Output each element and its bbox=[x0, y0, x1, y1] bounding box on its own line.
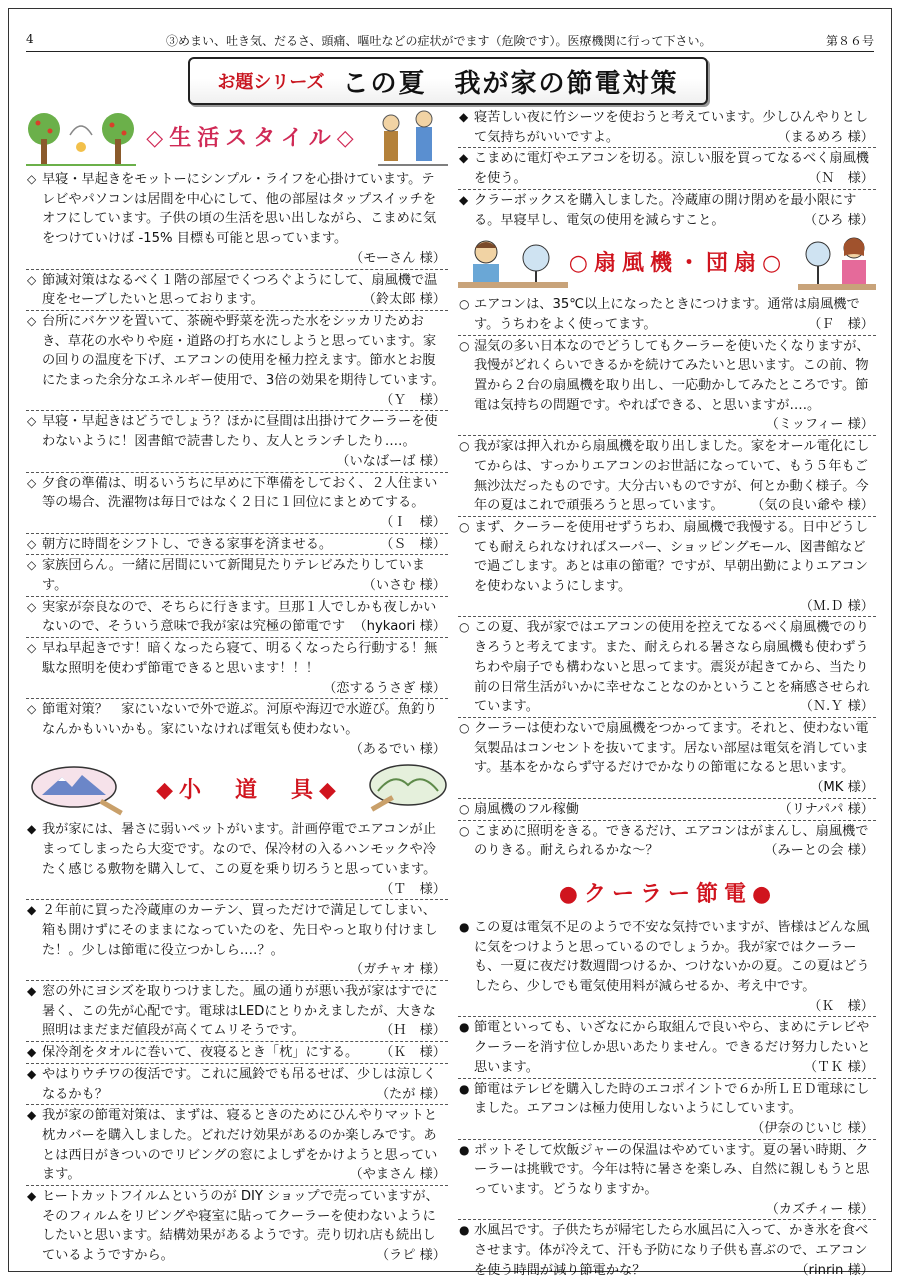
entry-author: （Ｎ.Ｙ 様） bbox=[799, 699, 874, 715]
entry-marker: ● bbox=[459, 1223, 470, 1238]
gadgets-entry bbox=[26, 1105, 448, 1186]
entry-marker: ● bbox=[459, 1142, 470, 1157]
entry-text: こまめに電灯やエアコンを切る。涼しい服を買ってなるべく扇風機を使う。 bbox=[474, 151, 869, 187]
entry-text: 窓の外にヨシズを取りつけました。風の通りが悪い我が家はすでに暑く、この先が心配です。電球はLEDにとりかえましたが、大きな照明はまだまだ値段が高くてムリそうです。 bbox=[42, 984, 438, 1039]
entry-text: 水風呂です。子供たちが帰宅したら水風呂に入って、かき氷を食べさせます。体が冷えて、汗も予防になり子供も喜ぶので、エアコンを使う時間が減り節電かな？ bbox=[474, 1223, 869, 1278]
fans-entry bbox=[458, 436, 876, 517]
woman-with-fan-illustration bbox=[798, 232, 876, 292]
entry-marker: ◆ bbox=[27, 1108, 37, 1123]
entry-author: （いさむ 様） bbox=[362, 578, 446, 594]
lifestyle-entry bbox=[26, 534, 448, 556]
entry-author: （ミッフィー 様） bbox=[765, 417, 874, 433]
entry-marker: ○ bbox=[459, 720, 470, 735]
fans-entry bbox=[458, 517, 876, 618]
lifestyle-entry bbox=[26, 555, 448, 596]
entry-marker: ● bbox=[459, 1020, 470, 1035]
entry-marker: ◆ bbox=[459, 110, 469, 124]
gadgets-entry bbox=[26, 981, 448, 1042]
cooler-entry bbox=[458, 1017, 876, 1078]
entry-marker: ◆ bbox=[27, 984, 37, 999]
entry-text: 家族団らん。一緒に居間にいて新聞見たりテレビみたりしています。 bbox=[42, 558, 425, 594]
entry-text: 寝苦しい夜に竹シーツを使おうと考えています。少しひんやりとして気持ちがいいですよ。 bbox=[474, 110, 869, 145]
page-header bbox=[26, 32, 874, 52]
entry-text: 朝方に時間をシフトし、できる家事を済ませる。 bbox=[42, 536, 333, 552]
entry-marker: ● bbox=[459, 1081, 470, 1096]
cooler-entry bbox=[458, 1140, 876, 1221]
entry-marker: ◆ bbox=[27, 822, 37, 837]
entry-marker: ◇ bbox=[27, 599, 37, 614]
lifestyle-entry bbox=[26, 311, 448, 412]
entry-marker: ◆ bbox=[27, 1045, 37, 1060]
fans-header bbox=[458, 230, 876, 294]
entry-author: （Ｈ 様） bbox=[380, 1023, 446, 1039]
entry-author: （Ｓ 様） bbox=[380, 536, 446, 552]
fans-entry bbox=[458, 617, 876, 718]
entry-author: （リナパパ 様） bbox=[778, 801, 874, 817]
entry-text: ヒートカットフイルムというのが DIY ショップで売っていますが、そのフィルムをリビングや寝室に貼ってクーラーを使わないようにしたいと思います。結構効果があるようです。売り切れ店も続出しているようですから。 bbox=[42, 1189, 439, 1264]
entry-marker: ◇ bbox=[27, 172, 37, 186]
gadgets-entry bbox=[26, 1186, 448, 1266]
title-banner bbox=[188, 57, 708, 105]
entry-text: 夕食の準備は、明るいうちに早めに下準備をしておく、２人住まい等の場合、洗濯物は毎日ではなく２日に１回位にまとめてする。 bbox=[42, 475, 438, 511]
fans-title: ○扇風機・団扇○ bbox=[568, 251, 788, 277]
entry-text: クーラーは使わないで扇風機をつかってます。それと、使わない電気製品はコンセントを抜いてます。居ない部屋は電気を消しています。基本をかならず守るだけでかなりの節電になると思います。 bbox=[474, 720, 869, 776]
cooler-entry bbox=[458, 1079, 876, 1140]
entry-author: （あるでい 様） bbox=[349, 741, 446, 757]
entry-text: 節減対策はなるべく１階の部屋でくつろぐようにして、扇風機で温度をセーブしたいと思っております。 bbox=[42, 272, 438, 308]
entry-author: （Ｎ 様） bbox=[808, 171, 874, 187]
fans-entry bbox=[458, 294, 876, 335]
entry-author: （みーとの会 様） bbox=[764, 843, 874, 859]
entry-marker: ○ bbox=[459, 519, 470, 534]
people-illustration bbox=[378, 107, 448, 169]
lifestyle-entry bbox=[26, 473, 448, 534]
gadgets-title: ◆小 道 具◆ bbox=[156, 778, 342, 804]
entry-author: （気の良い爺や 様） bbox=[751, 498, 874, 514]
cooler-entry bbox=[458, 1220, 876, 1280]
left-column bbox=[26, 107, 448, 1266]
lifestyle-header bbox=[26, 107, 448, 169]
entry-text: ポットそして炊飯ジャーの保温はやめています。夏の暑い時期、クーラーは挑戦です。今年は特に暑さを楽しみ、自然に親しもうと思っています。どうなりますか。 bbox=[474, 1142, 870, 1198]
entry-text: 実家が奈良なので、そちらに行きます。旦那１人でしかも夜しかいないので、そういう意味で我が家は究極の節電です bbox=[42, 599, 437, 635]
entry-text: 節電はテレビを購入した時のエコポイントで６か所ＬＥＤ電球にしました。エアコンは極力使用しないようにしています。 bbox=[474, 1081, 870, 1117]
entry-marker: ◆ bbox=[459, 151, 469, 166]
entry-marker: ○ bbox=[459, 801, 470, 816]
entry-author: （やまさん 様） bbox=[349, 1167, 446, 1183]
entry-text: 湿気の多い日本なのでどうしてもクーラーを使いたくなりますが、我慢がどれくらいできるかを続けてみたいと思います。この前、物置から２台の扇風機を取り出し、一応動かしてみたところです。節電は気持ちの問題です。やればできる、と思いますが‥‥。 bbox=[474, 338, 870, 413]
entry-marker: ◆ bbox=[27, 903, 37, 918]
entry-text: やはりウチワの復活です。これに風鈴でも吊るせば、少しは涼しくなるかも？ bbox=[42, 1066, 437, 1102]
uchiwa-fan-illustration bbox=[28, 765, 128, 817]
entry-author: （Ｔ 様） bbox=[380, 881, 446, 897]
banner-title: この夏 我が家の節電対策 bbox=[342, 68, 679, 99]
entry-marker: ○ bbox=[459, 620, 470, 635]
lifestyle-entry bbox=[26, 699, 448, 759]
entry-marker: ◇ bbox=[27, 414, 37, 429]
cooler-title: ●クーラー節電● bbox=[558, 881, 778, 907]
entry-text: 扇風機のフル稼働 bbox=[474, 801, 579, 817]
entry-marker: ◇ bbox=[27, 536, 37, 551]
entry-author: （伊奈のじいじ 様） bbox=[751, 1120, 874, 1136]
entry-marker: ◆ bbox=[27, 1189, 37, 1204]
person-with-fan-illustration bbox=[458, 234, 568, 292]
gadgets-entry bbox=[26, 1042, 448, 1064]
entry-marker: ◆ bbox=[459, 192, 469, 207]
entry-marker: ◆ bbox=[27, 1066, 37, 1081]
fans-entry bbox=[458, 718, 876, 799]
cooler-entry bbox=[458, 917, 876, 1018]
entry-marker: ○ bbox=[459, 338, 470, 353]
entry-author: （Ｋ 様） bbox=[380, 1045, 446, 1061]
entry-author: （ガチャオ 様） bbox=[349, 962, 446, 978]
gadgets-entry bbox=[458, 148, 876, 189]
entry-text: この夏は電気不足のようで不安な気持でいますが、皆様はどんな風に気をつけようと思っているのでしょうか。我が家ではクーラーも、一夏に夜だけ数週間つけるか、つけないかの夏。この夏はどうしたら、少しでも電気使用料が減らせるか、考え中です。 bbox=[474, 919, 870, 995]
entry-author: （Ｆ 様） bbox=[808, 316, 874, 332]
entry-text: 保冷剤をタオルに巻いて、夜寝るとき「枕」にする。 bbox=[42, 1045, 359, 1061]
entry-author: （恋するうさぎ 様） bbox=[323, 680, 446, 696]
header-rule bbox=[26, 51, 874, 52]
entry-text: 早寝・早起きをモットーにシンプル・ライフを心掛けています。テレビやパソコンは居間を中心にして、他の部屋はタップスイッチをオフにしています。子供の頃の生活を思い出しながら、こまめに気をつけていけば -15% 目標も可能と思っています。 bbox=[42, 172, 437, 247]
entry-marker: ◇ bbox=[27, 475, 37, 490]
entry-text: 節電対策？ 家にいないで外で遊ぶ。河原や海辺で水遊び。魚釣りなんかもいいかも。家にいなければ電気も使わない。 bbox=[42, 702, 438, 737]
entry-text: 早寝・早起きはどうでしょう？ほかに昼間は出掛けてクーラーを使わないように！図書館で読書したり、友人とランチしたり‥‥。 bbox=[42, 414, 438, 450]
entry-author: （モーさん 様） bbox=[350, 250, 446, 266]
entry-text: 台所にバケツを置いて、茶碗や野菜を洗った水をシッカリためおき、草花の水やりや庭・道路の打ち水にしようと思っています。家の回りの温度を下げ、エアコンの使用を極力控えます。節水とお腹にたまった余分なエネルギー使用で、3倍の効果を期待しています。 bbox=[42, 313, 445, 389]
entry-text: まず、クーラーを使用せずうちわ、扇風機で我慢する。日中どうしても耐えられなければスーパー、ショッピングモール、図書館などで過ごします。あとは車の節電？ですが、早朝出勤によりエアコンを使わないようにします。 bbox=[474, 519, 869, 595]
entry-text: クラーボックスを購入しました。冷蔵庫の開け閉めを最小限にする。早寝早し、電気の使用を減らすこと。 bbox=[474, 192, 857, 228]
entry-marker: ○ bbox=[459, 439, 470, 454]
entry-text: 我が家の節電対策は、まずは、寝るときのためにひんやりマットと枕カバーを購入しました。どれだけ効果があるのか楽しみです。あとは西日がきついのでリビングの窓によしずをかけようと思っています。 bbox=[42, 1108, 438, 1183]
entry-text: この夏、我が家ではエアコンの使用を控えてなるべく扇風機でのりきろうと考えてます。また、耐えられる暑さなら扇風機も使わずうちわや扇子でも構わないと思ってます。震災が起きてから、当たり前の日常生活がいかに幸せなことなのかということを痛感させられています。 bbox=[474, 620, 870, 715]
entry-author: （ＴＫ 様） bbox=[803, 1059, 874, 1075]
entry-text: エアコンは、35℃以上になったときにつけます。通常は扇風機です。うちわをよく使ってます。 bbox=[474, 297, 860, 332]
entry-text: 早ね早起きです！暗くなったら寝て、明るくなったら行動する！無駄な照明を使わず節電できると思います！！！ bbox=[42, 641, 438, 676]
entry-marker: ◇ bbox=[27, 313, 37, 328]
entry-author: （ラピ 様） bbox=[375, 1248, 446, 1264]
entry-author: （鈴太郎 様） bbox=[362, 292, 446, 308]
gadgets-entry bbox=[26, 1064, 448, 1105]
entry-marker: ● bbox=[459, 919, 470, 934]
lifestyle-entry bbox=[26, 638, 448, 699]
entry-text: 我が家は押入れから扇風機を取り出しました。家をオール電化にしてからは、すっかりエアコンのお世話になっていて、もう５年もご無沙汰だったものです。大分古いものですが、何とか動く様子。今年の夏はこれで頑張ろうと思っています。 bbox=[474, 439, 870, 514]
entry-author: （MK 様） bbox=[810, 780, 874, 796]
entry-marker: ◇ bbox=[27, 641, 37, 656]
entry-text: ２年前に買った冷蔵庫のカーテン、買っただけで満足してしまい、箱も開けずにそのままになっていたのを、先日やっと取り付けました！。少しは節電に役立つかしら‥‥？。 bbox=[42, 903, 438, 958]
gadgets-entry bbox=[458, 107, 876, 148]
issue-number: 第８６号 bbox=[825, 34, 874, 48]
trees-illustration bbox=[26, 107, 136, 169]
uchiwa-fan-illustration bbox=[364, 763, 448, 817]
entry-author: （カズチィー 様） bbox=[765, 1201, 874, 1217]
entry-author: （ひろ 様） bbox=[803, 212, 874, 228]
entry-author: （いなばーば 様） bbox=[336, 453, 446, 469]
lifestyle-entry bbox=[26, 411, 448, 472]
banner-series: お題シリーズ bbox=[217, 72, 325, 93]
right-column bbox=[458, 107, 876, 1280]
gadgets-entry bbox=[458, 190, 876, 230]
entry-marker: ◇ bbox=[27, 702, 37, 717]
lifestyle-entry bbox=[26, 597, 448, 638]
lifestyle-entry bbox=[26, 169, 448, 270]
entry-author: （Ｉ 様） bbox=[380, 514, 446, 530]
cooler-header bbox=[458, 861, 876, 917]
entry-text: こまめに照明をきる。できるだけ、エアコンはがまんし、扇風機でのりきる。耐えられるかな～？ bbox=[474, 823, 869, 859]
page-number: 4 bbox=[26, 32, 34, 46]
fans-entry bbox=[458, 799, 876, 821]
entry-marker: ◇ bbox=[27, 558, 37, 573]
fans-entry bbox=[458, 821, 876, 861]
entry-text: 我が家には、暑さに弱いペットがいます。計画停電でエアコンが止まってしまったら大変です。なので、保冷材の入るハンモックや冷たく感じる敷物を購入して、この夏を乗り切ろうと思っています。 bbox=[42, 822, 437, 877]
gadgets-entry bbox=[26, 819, 448, 900]
gadgets-header bbox=[26, 759, 448, 819]
entry-marker: ○ bbox=[459, 823, 470, 838]
entry-author: （たが 様） bbox=[375, 1086, 446, 1102]
entry-text: 節電といっても、いざなにから取組んで良いやら、まめにテレビやクーラーを消す位しか思いあたりません。できるだけ努力したいと思います。 bbox=[474, 1020, 871, 1075]
entry-author: （rinrin 様） bbox=[795, 1262, 874, 1278]
entry-marker: ○ bbox=[459, 297, 470, 312]
lifestyle-entry bbox=[26, 270, 448, 311]
entry-author: （Ｙ 様） bbox=[380, 392, 446, 408]
header-note: ③めまい、吐き気、だるさ、頭痛、嘔吐などの症状がでます（危険です）。医療機関に行って下さい。 bbox=[166, 34, 712, 48]
lifestyle-title: ◇生活スタイル◇ bbox=[146, 126, 360, 151]
entry-author: （hykaori 様） bbox=[353, 619, 446, 635]
fans-entry bbox=[458, 336, 876, 437]
gadgets-entry bbox=[26, 900, 448, 981]
entry-marker: ◇ bbox=[27, 272, 37, 287]
entry-author: （Ｋ 様） bbox=[808, 998, 874, 1014]
entry-author: （Ｍ.Ｄ 様） bbox=[799, 598, 874, 614]
entry-author: （まるめろ 様） bbox=[777, 129, 874, 145]
